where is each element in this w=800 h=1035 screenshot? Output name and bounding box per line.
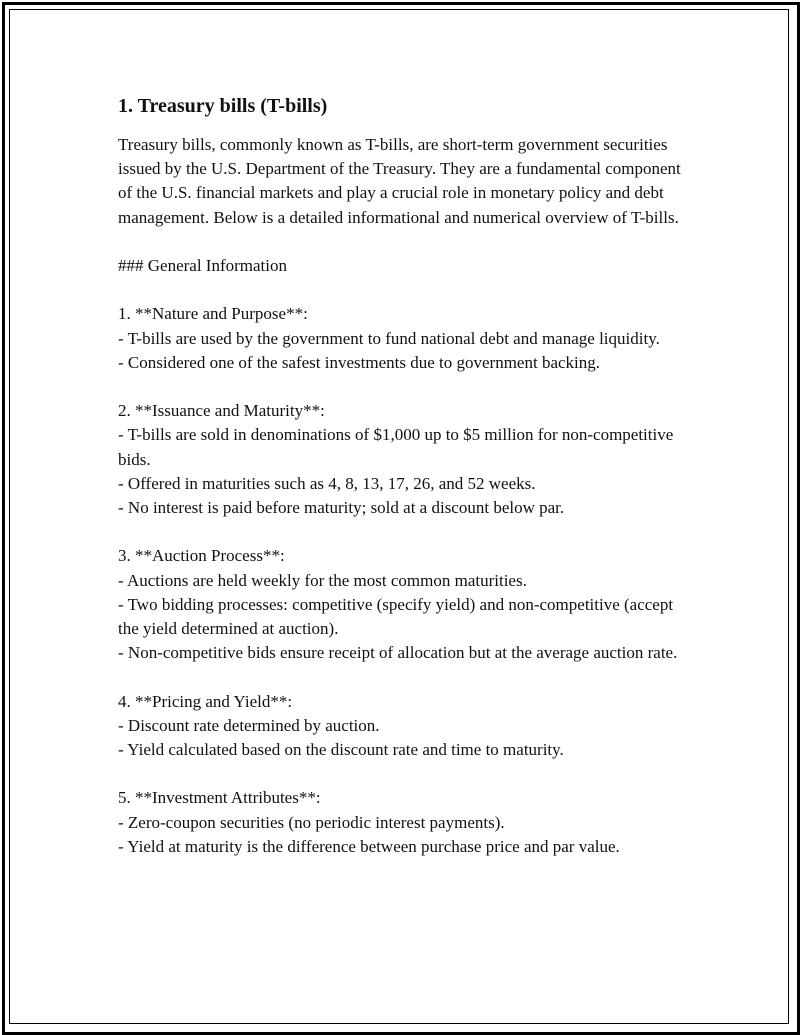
spacer [118, 230, 688, 254]
bullet-item: - T-bills are used by the government to fund national debt and manage liquidity. [118, 328, 660, 348]
section-heading-line: 5. **Investment Attributes**: [118, 788, 321, 808]
section-issuance-maturity [118, 399, 688, 520]
bullet-item: - No interest is paid before maturity; sold at a discount below par. [118, 498, 565, 517]
section-heading: ### General Information [118, 256, 287, 275]
bullet-item: - Discount rate determined by auction. [118, 715, 380, 735]
bullet-item: - Yield calculated based on the discount rate and time to maturity. [118, 740, 564, 759]
spacer [118, 762, 688, 786]
section-heading-line: 1. **Nature and Purpose**: [118, 304, 308, 324]
spacer [118, 278, 688, 302]
document-body [118, 92, 688, 859]
document-title: 1. Treasury bills (T-bills) [118, 95, 328, 117]
section-heading-line: 3. **Auction Process**: [118, 546, 285, 566]
section-investment-attributes [118, 786, 688, 859]
section-heading-line: 4. **Pricing and Yield**: [118, 691, 293, 711]
section-pricing-yield [118, 690, 688, 763]
bullet-item: - Two bidding processes: competitive (specify yield) and non-competitive (accept the yield determined at auction). [118, 594, 674, 638]
bullet-item: - Non-competitive bids ensure receipt of allocation but at the average auction rate. [118, 643, 678, 663]
bullet-item: - Auctions are held weekly for the most common maturities. [118, 570, 527, 590]
bullet-item: - T-bills are sold in denominations of $1,000 up to $5 million for non-competitive bids. [118, 425, 674, 469]
bullet-item: - Considered one of the safest investments due to government backing. [118, 352, 601, 372]
bullet-item: - Zero-coupon securities (no periodic interest payments). [118, 812, 505, 832]
section-nature-purpose [118, 302, 688, 375]
bullet-item: - Yield at maturity is the difference between purchase price and par value. [118, 836, 620, 856]
spacer [118, 520, 688, 544]
bullet-item: - Offered in maturities such as 4, 8, 13, 17, 26, and 52 weeks. [118, 473, 536, 493]
intro-paragraph: Treasury bills, commonly known as T-bills, are short-term government securities issued by the U.S. Department of the Treasury. They are a fundamental component of the U.S. financial markets and play a crucial role in monetary policy and debt management. Below is a detailed informational and numerical overview of T-bills. [118, 135, 681, 227]
section-heading-line: 2. **Issuance and Maturity**: [118, 401, 325, 421]
spacer [118, 375, 688, 399]
section-auction-process [118, 544, 688, 665]
spacer [118, 665, 688, 689]
